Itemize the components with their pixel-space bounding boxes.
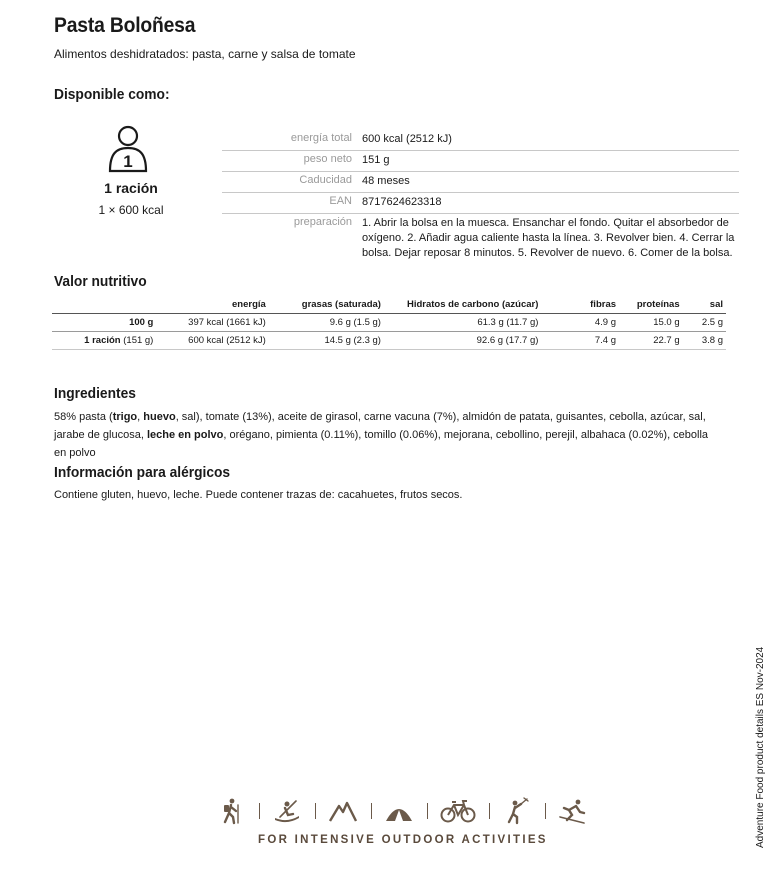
- table-row: [52, 314, 726, 332]
- serving-kcal: 1 × 600 kcal: [98, 203, 164, 217]
- icon-divider: [371, 803, 372, 819]
- column-header: [52, 297, 156, 314]
- ingredients-text: [54, 408, 714, 462]
- spec-value: 151 g: [359, 151, 739, 172]
- row-label: [52, 314, 156, 332]
- row-label-text: 1 ración: [84, 335, 121, 346]
- spec-row-ean: [222, 193, 739, 214]
- activity-icons: [216, 795, 588, 827]
- table-row: [52, 332, 726, 350]
- cycling-icon: [440, 797, 476, 825]
- icon-divider: [545, 803, 546, 819]
- icon-divider: [259, 803, 260, 819]
- available-heading: Disponible como:: [54, 87, 170, 103]
- table-cell: 14.5 g (2.3 g): [269, 332, 384, 350]
- table-cell: 22.7 g: [619, 332, 683, 350]
- kayaking-icon: [272, 797, 302, 825]
- spec-row-expiry: [222, 172, 739, 193]
- allergen-ingredient: huevo: [143, 411, 176, 423]
- row-label-text: 100 g: [129, 317, 154, 328]
- serving-number: 1: [123, 152, 133, 171]
- allergens-heading: Información para alérgicos: [54, 465, 231, 481]
- spec-label: preparación: [293, 216, 352, 228]
- table-cell: 397 kcal (1661 kJ): [156, 314, 268, 332]
- page-title: Pasta Boloñesa: [54, 14, 196, 37]
- column-header: Hidratos de carbono (azúcar): [384, 297, 541, 314]
- table-cell: 61.3 g (11.7 g): [384, 314, 541, 332]
- column-header: proteínas: [619, 297, 683, 314]
- spec-label: EAN: [222, 193, 359, 214]
- tent-icon: [384, 797, 414, 825]
- ingredients-heading: Ingredientes: [54, 386, 136, 402]
- skiing-icon: [558, 797, 588, 825]
- allergen-ingredient: leche en polvo: [146, 429, 224, 441]
- icon-divider: [315, 803, 316, 819]
- table-cell: 4.9 g: [541, 314, 619, 332]
- column-header: sal: [683, 297, 726, 314]
- specs-table: [222, 130, 739, 264]
- spec-label: Caducidad: [222, 172, 359, 193]
- allergen-ingredient: trigo: [112, 411, 138, 423]
- icon-divider: [489, 803, 490, 819]
- allergens-text: Contiene gluten, huevo, leche. Puede contener trazas de: cacahuetes, frutos secos.: [54, 489, 463, 501]
- climbing-icon: [502, 797, 532, 825]
- icon-divider: [427, 803, 428, 819]
- spec-label: energía total: [222, 130, 359, 151]
- spec-row-energy: [222, 130, 739, 151]
- table-cell: 15.0 g: [619, 314, 683, 332]
- ingredient-text: , sal), tomate (13%), aceite de girasol, carne vacuna (7%), almidón de patata, guisantes, cebolla, azúcar, sal, jarabe de glucosa,: [54, 411, 706, 441]
- serving-person-icon: [106, 124, 150, 174]
- ingredient-text: ,: [137, 411, 144, 423]
- spec-label: peso neto: [222, 151, 359, 172]
- product-subtitle: Alimentos deshidratados: pasta, carne y salsa de tomate: [54, 47, 356, 61]
- table-cell: 600 kcal (2512 kJ): [156, 332, 268, 350]
- nutrition-heading: Valor nutritivo: [54, 274, 147, 290]
- column-header: fibras: [541, 297, 619, 314]
- spec-value: 48 meses: [359, 172, 739, 193]
- spec-row-weight: [222, 151, 739, 172]
- spec-value: 600 kcal (2512 kJ): [359, 130, 739, 151]
- row-label-unit: (151 g): [120, 335, 154, 346]
- column-header: energía: [156, 297, 268, 314]
- table-cell: 3.8 g: [683, 332, 726, 350]
- table-cell: 92.6 g (17.7 g): [384, 332, 541, 350]
- column-header: grasas (saturada): [269, 297, 384, 314]
- table-cell: 7.4 g: [541, 332, 619, 350]
- hiking-icon: [216, 797, 246, 825]
- table-cell: 9.6 g (1.5 g): [269, 314, 384, 332]
- serving-title: 1 ración: [104, 180, 158, 196]
- brand-tagline: FOR INTENSIVE OUTDOOR ACTIVITIES: [258, 834, 548, 846]
- spec-row-preparation: [222, 214, 739, 265]
- side-note: Adventure Food product details ES Nov-2024: [755, 646, 766, 848]
- nutrition-table: [52, 297, 726, 350]
- spec-value: 8717624623318: [359, 193, 739, 214]
- mountain-icon: [328, 797, 358, 825]
- ingredient-text: , orégano, pimienta (0.11%), tomillo (0.06%), mejorana, cebollino, perejil, albahaca (0.02%), cebolla en polvo: [54, 429, 709, 459]
- spec-value: 1. Abrir la bolsa en la muesca. Ensanchar el fondo. Quitar el absorbedor de oxígeno. 2. Añadir agua caliente hasta la línea. 3. Revolver bien. 4. Cerrar la bolsa. Dejar reposar 8 minutos. 5. Revolver de nuevo. 6. Comer de la bolsa.: [362, 217, 735, 259]
- nutrition-header-row: [52, 297, 726, 314]
- row-label: [52, 332, 156, 350]
- ingredient-text: 58% pasta (: [54, 411, 113, 423]
- table-cell: 2.5 g: [683, 314, 726, 332]
